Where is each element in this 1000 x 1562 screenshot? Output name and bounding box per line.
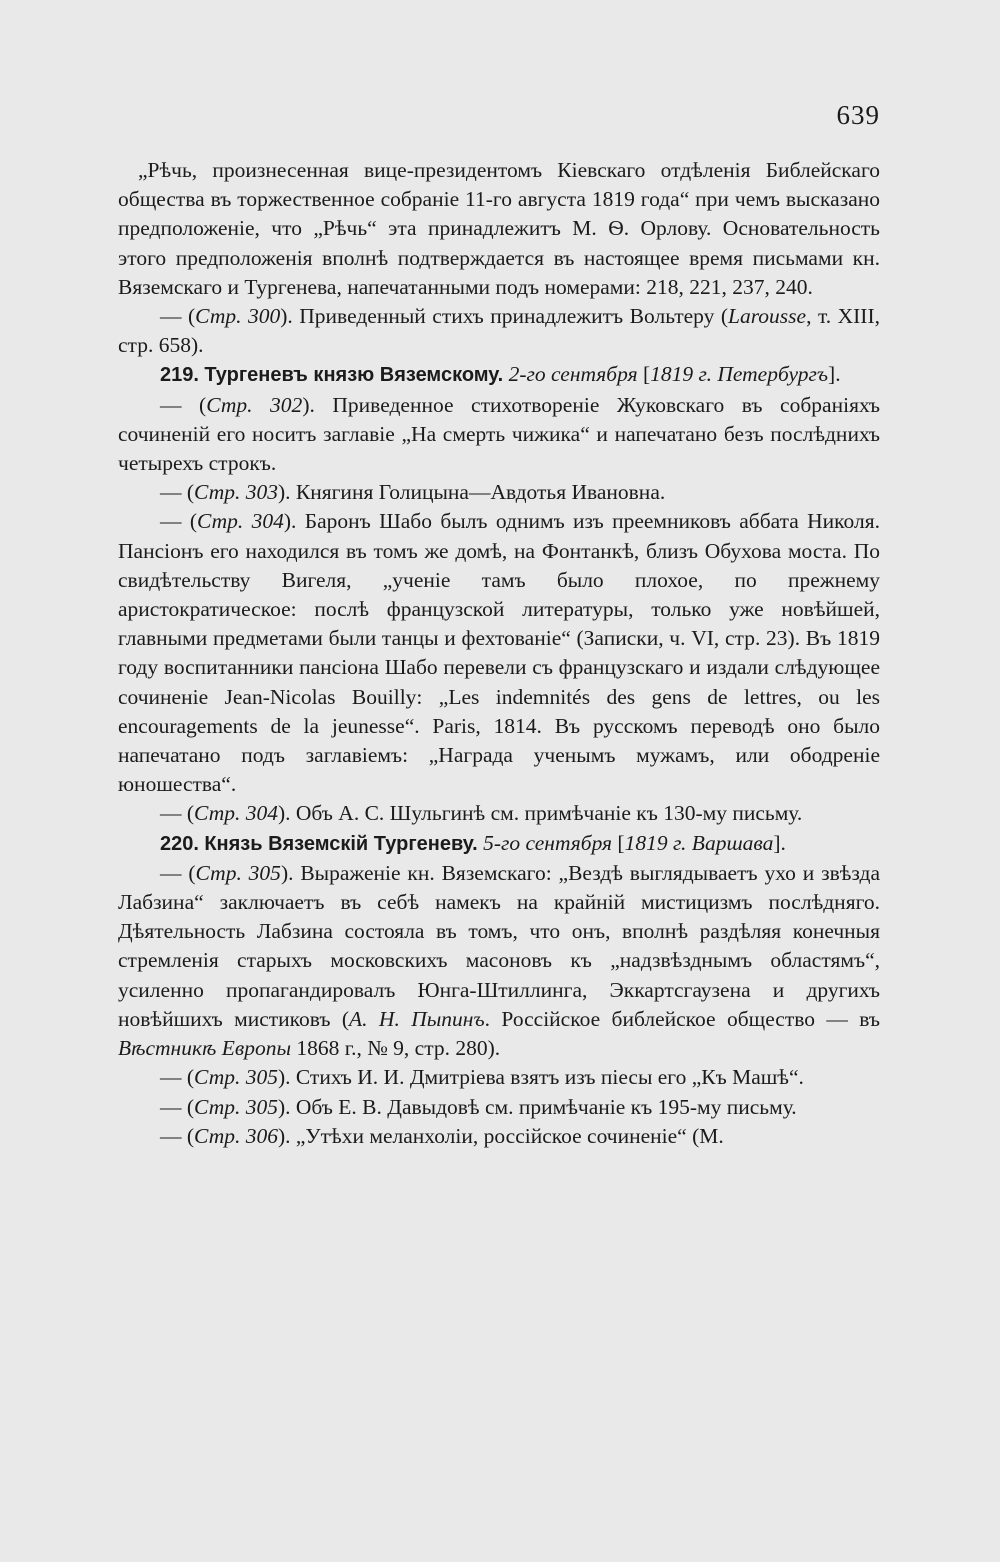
- entry-date: 2-го сентября: [508, 362, 638, 387]
- note-paragraph: — (Стр. 304). Баронъ Шабо былъ однимъ изъ преемниковъ аббата Николя. Пансіонъ его находился въ томъ же домѣ, на Фонтанкѣ, близъ Обухова моста. По свидѣтельству Вигеля, „ученіе тамъ было плохое, по прежнему аристократическое: послѣ французской литературы, только уже новѣйшей, главными предметами были танцы и фехтованіе“ (Записки, ч. VI, стр. 23). Въ 1819 году воспитанники пансіона Шабо перевели съ французскаго и издали слѣдующее сочиненіе Jean-Nicolas Bouilly: „Les indemnités des gens de lettres, ou les encouragements de la jeunesse“. Paris, 1814. Въ русскомъ переводѣ оно было напечатано подъ заглавіемъ: „Награда ученымъ мужамъ, или ободреніе юношества“.: [118, 509, 880, 797]
- note-paragraph: — (Стр. 300). Приведенный стихъ принадлежитъ Вольтеру (Larousse, т. XIII, стр. 658).: [118, 304, 880, 358]
- page-text: [118, 156, 880, 1151]
- entry-number: 220.: [160, 832, 199, 855]
- page-reference: Стр. 305: [195, 860, 281, 885]
- page-reference: Стр. 306: [194, 1123, 278, 1148]
- page-reference: Стр. 304: [194, 801, 278, 826]
- entry-date: 5-го сентября: [483, 830, 613, 855]
- page-reference: Стр. 302: [206, 392, 303, 417]
- entry-number: 219.: [160, 364, 199, 387]
- entry-heading-220: 220. Князь Вяземскій Тургеневу. 5-го сентября [1819 г. Варшава].: [160, 830, 786, 855]
- entry-heading-219: 219. Тургеневъ князю Вяземскому. 2-го сентября [1819 г. Петербургъ].: [160, 362, 841, 387]
- page-reference: Стр. 305: [194, 1094, 278, 1119]
- note-paragraph: — (Стр. 303). Княгиня Голицына—Авдотья Ивановна.: [160, 480, 666, 505]
- note-paragraph: — (Стр. 302). Приведенное стихотвореніе Жуковскаго въ собраніяхъ сочиненій его носитъ заглавіе „На смерть чижика“ и напечатано безъ послѣднихъ четырехъ строкъ.: [118, 392, 881, 476]
- page-number: 639: [836, 100, 880, 130]
- page-reference: Стр. 303: [194, 480, 278, 505]
- source-author: А. Н. Пыпинъ: [349, 1006, 485, 1031]
- note-paragraph: — (Стр. 305). Выраженіе кн. Вяземскаго: „Вездѣ выглядываетъ ухо и звѣзда Лабзина“ заключаетъ въ себѣ намекъ на крайній мистицизмъ послѣдняго. Дѣятельность Лабзина состояла въ томъ, что онъ, вполнѣ раздѣляя конечныя стремленія старыхъ московскихъ масоновъ къ „надзвѣзднымъ областямъ“, усиленно пропагандировалъ Юнга-Штиллинга, Эккартсгаузена и другихъ новѣйшихъ мистиковъ (А. Н. Пыпинъ. Россійское библейское общество — въ Вѣстникѣ Европы 1868 г., № 9, стр. 280).: [118, 860, 881, 1061]
- entry-year-place: 1819 г. Варшава: [624, 830, 774, 855]
- page-reference: Стр. 305: [194, 1065, 278, 1090]
- note-paragraph: — (Стр. 306). „Утѣхи меланхоліи, россійское сочиненіе“ (М.: [160, 1123, 724, 1148]
- note-paragraph: — (Стр. 305). Стихъ И. И. Дмитріева взятъ изъ піесы его „Къ Машѣ“.: [160, 1065, 804, 1090]
- entry-title: Князь Вяземскій Тургеневу.: [204, 832, 478, 855]
- source-reference: Larousse: [728, 304, 807, 329]
- page-reference: Стр. 304: [197, 509, 284, 534]
- source-journal: Вѣстникѣ Европы: [118, 1036, 292, 1061]
- note-paragraph: — (Стр. 305). Объ Е. В. Давыдовѣ см. примѣчаніе къ 195-му письму.: [160, 1094, 797, 1119]
- page-reference: Стр. 300: [195, 304, 281, 329]
- intro-paragraph: „Рѣчь, произнесенная вице-президентомъ Кіевскаго отдѣленія Библейскаго общества въ торжественное собраніе 11-го августа 1819 года“ при чемъ высказано предположеніе, что „Рѣчь“ эта принадлежитъ М. Ѳ. Орлову. Основательность этого предположенія вполнѣ подтверждается въ настоящее время письмами кн. Вяземскаго и Тургенева, напечатанными подъ номерами: 218, 221, 237, 240.: [118, 158, 880, 299]
- note-paragraph: — (Стр. 304). Объ А. С. Шульгинѣ см. примѣчаніе къ 130-му письму.: [160, 801, 803, 826]
- entry-title: Тургеневъ князю Вяземскому.: [204, 364, 504, 387]
- entry-year-place: 1819 г. Петербургъ: [650, 362, 829, 387]
